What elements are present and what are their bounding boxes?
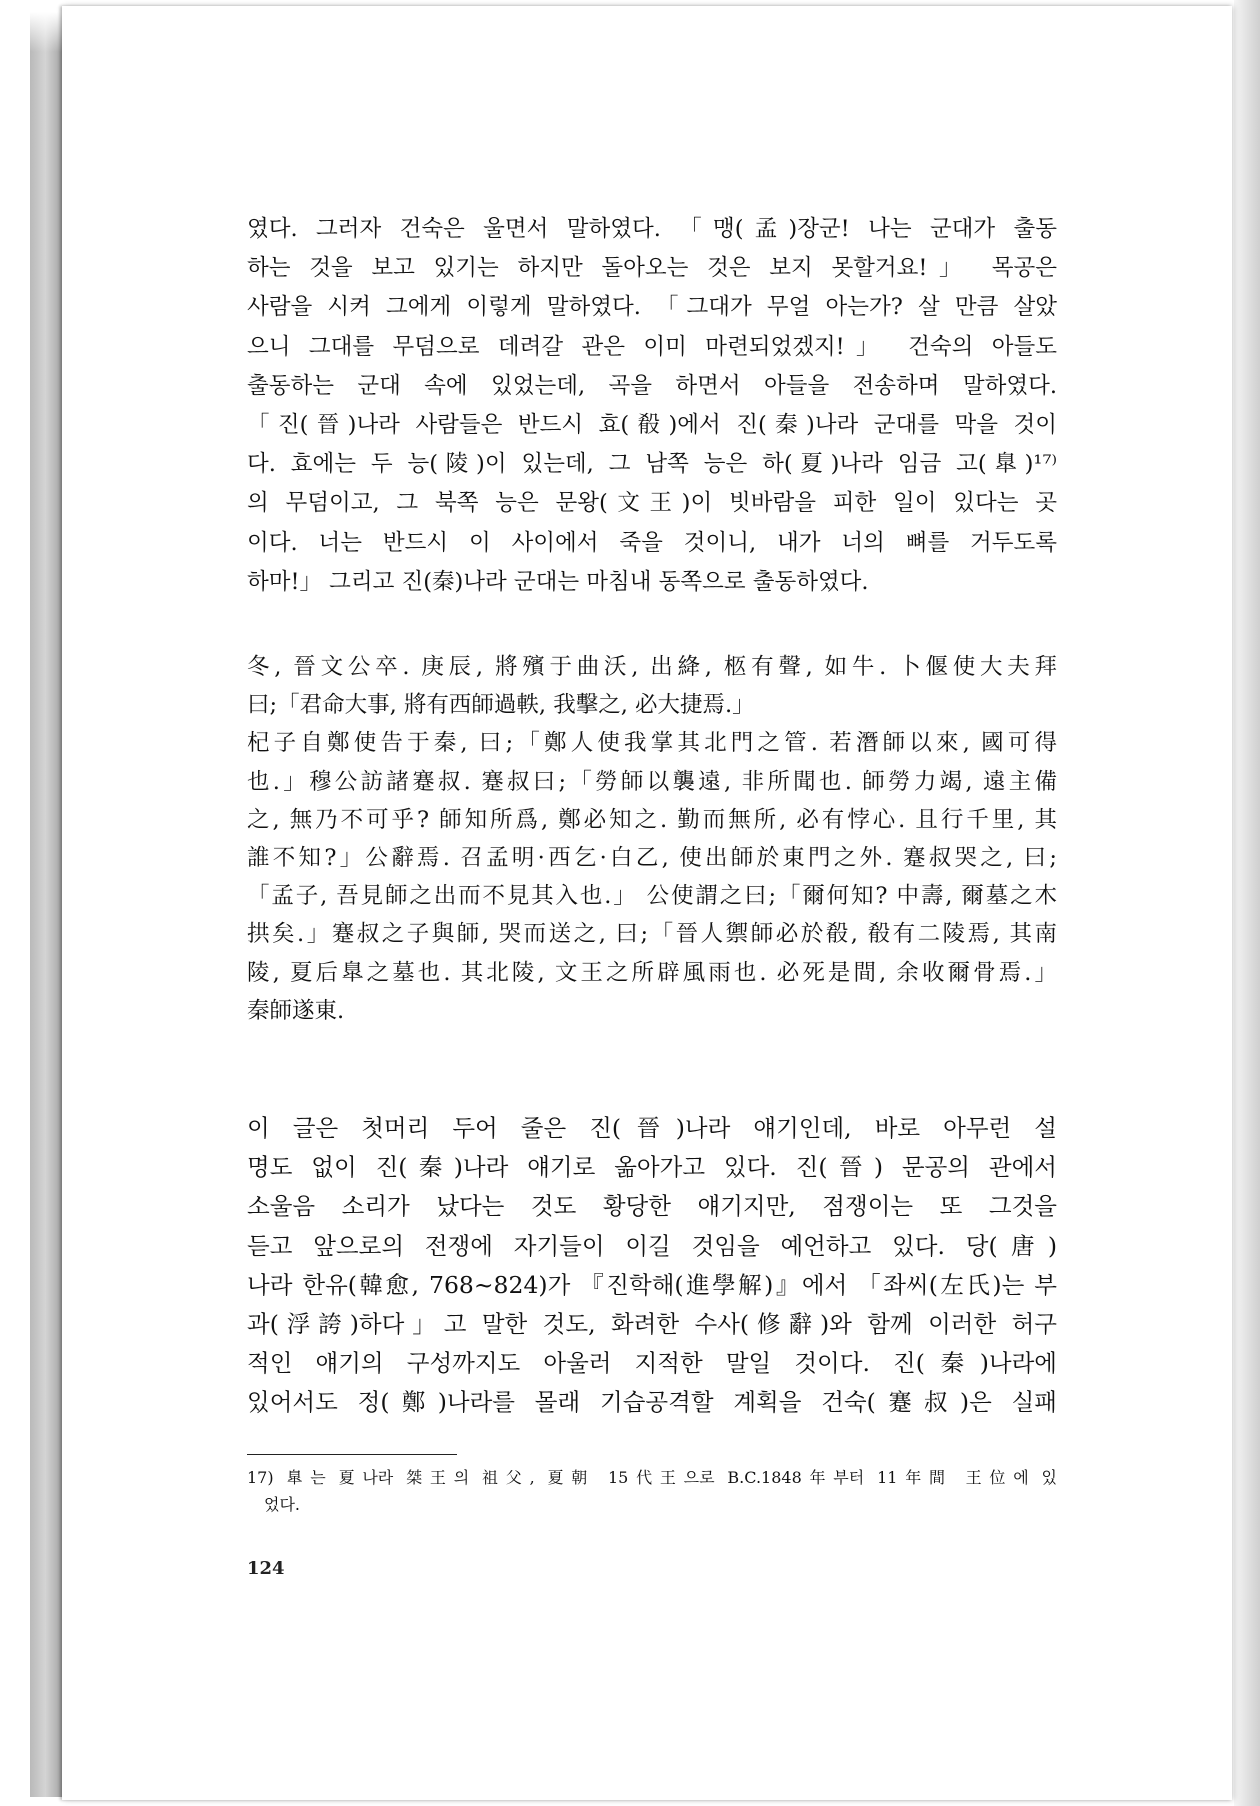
text-line: 秦師遂東. <box>247 997 345 1024</box>
text-line: 曰;「君命大事, 將有西師過軼, 我擊之, 必大捷焉.」 <box>247 692 755 719</box>
text-line: 也.」穆公訪諸蹇叔. 蹇叔曰;「勞師以襲遠, 非所聞也. 師勞力竭, 遠主備 <box>247 768 1057 795</box>
text-line: 「진(晉)나라 사람들은 반드시 효(殽)에서 진(秦)나라 군대를 막을 것이 <box>247 412 1057 439</box>
text-line: 과(浮誇)하다」고 말한 것도, 화려한 수사(修辭)와 함께 이러한 허구 <box>247 1310 1057 1339</box>
text-line: 「孟子, 吾見師之出而不見其入也.」 公使謂之曰;「爾何知? 中壽, 爾墓之木 <box>247 883 1057 910</box>
footnote-line: 17) 臯는 夏나라 桀王의 祖父, 夏朝 15代王으로 B.C.1848年부터 11年間 王位에 있 <box>247 1468 1057 1487</box>
text-line: 으니 그대를 무덤으로 데려갈 관은 이미 마련되었겠지!」 건숙의 아들도 <box>247 333 1057 360</box>
text-line: 冬, 晉文公卒. 庚辰, 將殯于曲沃, 出絳, 柩有聲, 如牛. 卜偃使大夫拜 <box>247 654 1057 680</box>
text-line: 적인 얘기의 구성까지도 아울러 지적한 말일 것이다. 진(秦)나라에 <box>247 1349 1057 1378</box>
classical-chinese-paragraph <box>247 648 1057 1030</box>
book-page-edge-right <box>1234 0 1260 1806</box>
text-line: 이 글은 첫머리 두어 줄은 진(晉)나라 얘기인데, 바로 아무런 설 <box>247 1114 1057 1142</box>
text-line: 誰不知?」公辭焉. 召孟明·西乞·白乙, 使出師於東門之外. 蹇叔哭之, 曰; <box>247 845 1057 872</box>
text-line: 陵, 夏后臯之墓也. 其北陵, 文王之所辟風雨也. 必死是間, 余收爾骨焉.」 <box>247 959 1057 986</box>
footnote-divider <box>247 1454 457 1455</box>
text-line: 杞子自鄭使告于秦, 曰;「鄭人使我掌其北門之管. 若潛師以來, 國可得 <box>247 730 1057 757</box>
text-line: 소울음 소리가 났다는 것도 황당한 얘기지만, 점쟁이는 또 그것을 <box>247 1192 1057 1221</box>
text-line: 출동하는 군대 속에 있었는데, 곡을 하면서 아들을 전송하며 말하였다. <box>247 372 1057 399</box>
text-line: 있어서도 정(鄭)나라를 몰래 기습공격할 계획을 건숙(蹇叔)은 실패 <box>247 1388 1057 1417</box>
text-line: 나라 한유(韓愈, 768~824)가 『진학해(進學解)』에서 「좌씨(左氏)는 부 <box>247 1270 1057 1299</box>
commentary-paragraph <box>247 1109 1057 1423</box>
book-page-stack-left <box>30 12 64 1797</box>
text-line: 하마!」 그리고 진(秦)나라 군대는 마침내 동쪽으로 출동하였다. <box>247 568 869 595</box>
page-number: 124 <box>247 1558 285 1579</box>
text-line: 이다. 너는 반드시 이 사이에서 죽을 것이니, 내가 너의 뼈를 거두도록 <box>247 529 1057 556</box>
text-line: 였다. 그러자 건숙은 울면서 말하였다. 「맹(孟)장군! 나는 군대가 출동 <box>247 216 1057 242</box>
footnote <box>247 1464 1057 1518</box>
text-line: 명도 없이 진(秦)나라 얘기로 옮아가고 있다. 진(晉) 문공의 관에서 <box>247 1153 1057 1182</box>
text-line: 하는 것을 보고 있기는 하지만 돌아오는 것은 보지 못할거요!」 목공은 <box>247 255 1057 282</box>
text-line: 사람을 시켜 그에게 이렇게 말하였다. 「그대가 무얼 아는가? 살 만큼 살았 <box>247 294 1057 321</box>
korean-translation-paragraph <box>247 210 1057 602</box>
footnote-line: 었다. <box>264 1495 300 1514</box>
text-line: 之, 無乃不可乎? 師知所爲, 鄭必知之. 勤而無所, 必有悖心. 且行千里, 其 <box>247 806 1057 833</box>
text-line: 듣고 앞으로의 전쟁에 자기들이 이길 것임을 예언하고 있다. 당(唐) <box>247 1231 1057 1260</box>
text-line: 다. 효에는 두 능(陵)이 있는데, 그 남쪽 능은 하(夏)나라 임금 고(臯)¹⁷⁾ <box>247 451 1057 478</box>
text-line: 拱矣.」蹇叔之子與師, 哭而送之, 曰;「晉人禦師必於殽, 殽有二陵焉, 其南 <box>247 921 1057 948</box>
text-line: 의 무덤이고, 그 북쪽 능은 문왕(文王)이 빗바람을 피한 일이 있다는 곳 <box>247 490 1057 517</box>
